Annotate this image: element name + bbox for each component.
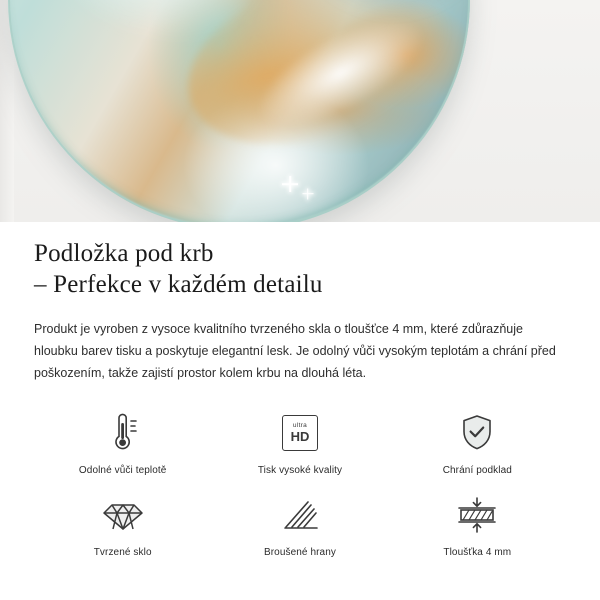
ultra-hd-badge-bottom: HD (290, 429, 310, 445)
shield-check-icon (457, 410, 497, 456)
hero-image (0, 0, 600, 222)
product-description-text: Produkt je vyroben z vysoce kvalitního tvrzeného skla o tloušťce 4 mm, které zdůrazňuje hloubku barev tisku a poskytuje elegantní lesk. Je odolný vůči vysokým teplotám a chrání před poškozením, takže zajistí prostor kolem krbu na dlouhá léta. (34, 322, 556, 380)
feature-tempered-glass (34, 492, 211, 558)
feature-print-quality (211, 410, 388, 476)
feature-thickness (389, 492, 566, 558)
ultra-hd-badge-top: ultra (292, 421, 308, 429)
ultra-hd-icon (282, 410, 318, 456)
feature-label: Odolné vůči teplotě (78, 465, 167, 476)
feature-grid (34, 410, 566, 558)
feature-label: Broušené hrany (263, 547, 336, 558)
feature-polished-edges (211, 492, 388, 558)
thickness-arrows-icon (453, 492, 501, 538)
feature-surface-protection (389, 410, 566, 476)
feature-label: Tloušťka 4 mm (443, 547, 512, 558)
feature-label: Tvrzené sklo (93, 547, 152, 558)
polished-edges-icon (278, 492, 322, 538)
feature-heat-resistant (34, 410, 211, 476)
diamond-icon (101, 492, 145, 538)
page-title (34, 222, 566, 300)
content-area (0, 222, 600, 558)
page-title-line-1: Podložka pod krb (34, 240, 214, 267)
thermometer-icon (103, 410, 143, 456)
glass-board-image (8, 0, 470, 222)
page-title-line-2: – Perfekce v každém detailu (34, 271, 323, 298)
feature-label: Tisk vysoké kvality (257, 465, 343, 476)
feature-label: Chrání podklad (442, 465, 512, 476)
